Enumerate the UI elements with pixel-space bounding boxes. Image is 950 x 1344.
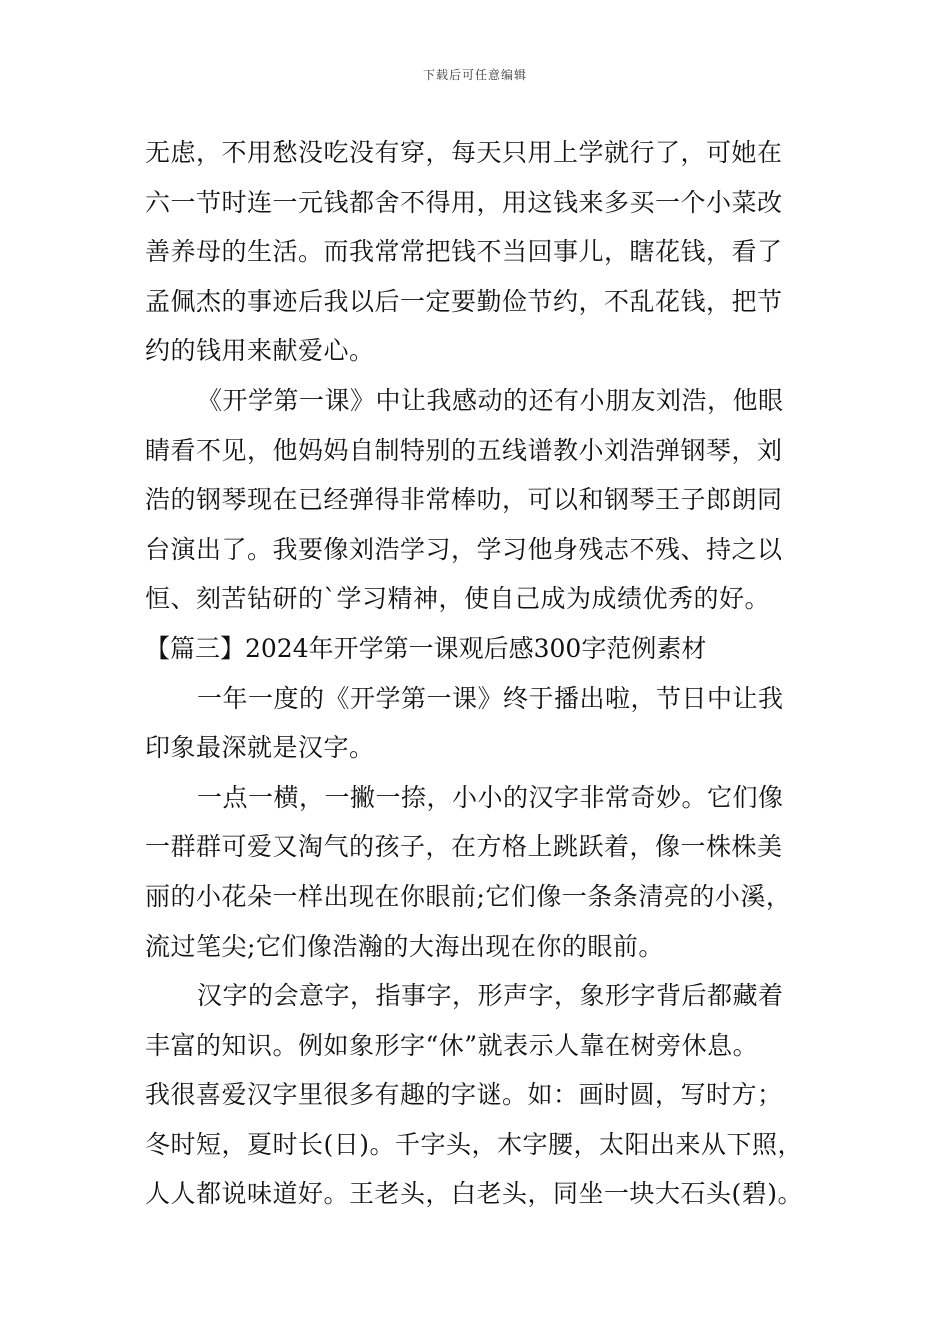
text-line: 我很喜爱汉字里很多有趣的字谜。如：画时圆，写时方； bbox=[145, 1080, 783, 1110]
text-line: 丰富的知识。例如象形字“休”就表示人靠在树旁休息。 bbox=[145, 1030, 759, 1060]
text-line: 流过笔尖;它们像浩瀚的大海出现在你的眼前。 bbox=[145, 931, 664, 961]
text-line: 恒、刻苦钻研的`学习精神，使自己成为成绩优秀的好。 bbox=[145, 584, 771, 614]
text-line: 约的钱用来献爱心。 bbox=[145, 336, 375, 366]
document-body bbox=[145, 128, 835, 1219]
section-heading: 【篇三】2024年开学第一课观后感300字范例素材 bbox=[145, 633, 707, 663]
text-line: 汉字的会意字，指事字，形声字，象形字背后都藏着 bbox=[197, 981, 784, 1011]
text-line: 台演出了。我要像刘浩学习，学习他身残志不残、持之以 bbox=[145, 534, 783, 564]
text-line: 一群群可爱又淘气的孩子，在方格上跳跃着，像一株株美 bbox=[145, 832, 783, 862]
text-line: 印象最深就是汉字。 bbox=[145, 733, 375, 763]
text-line: 浩的钢琴现在已经弹得非常棒叻，可以和钢琴王子郎朗同 bbox=[145, 485, 783, 515]
page-header: 下载后可任意编辑 bbox=[422, 68, 527, 82]
text-line: 冬时短，夏时长(日)。千字头，木字腰，太阳出来从下照， bbox=[145, 1129, 804, 1159]
text-line: 无虑，不用愁没吃没有穿，每天只用上学就行了，可她在 bbox=[145, 138, 783, 167]
text-line: 《开学第一课》中让我感动的还有小朋友刘浩，他眼 bbox=[197, 385, 784, 415]
text-line: 丽的小花朵一样出现在你眼前;它们像一条条清亮的小溪， bbox=[145, 881, 792, 911]
text-line: 睛看不见，他妈妈自制特别的五线谱教小刘浩弹钢琴，刘 bbox=[145, 435, 783, 465]
text-line: 一点一横，一撇一捺，小小的汉字非常奇妙。它们像 bbox=[197, 782, 784, 812]
text-line: 六一节时连一元钱都舍不得用，用这钱来多买一个小菜改 bbox=[145, 187, 783, 217]
text-line: 孟佩杰的事迹后我以后一定要勤俭节约，不乱花钱，把节 bbox=[145, 286, 783, 316]
text-line: 善养母的生活。而我常常把钱不当回事儿，瞎花钱，看了 bbox=[145, 237, 783, 267]
text-line: 人人都说味道好。王老头，白老头，同坐一块大石头(碧)。 bbox=[145, 1179, 804, 1209]
text-line: 一年一度的《开学第一课》终于播出啦，节日中让我 bbox=[197, 683, 784, 713]
